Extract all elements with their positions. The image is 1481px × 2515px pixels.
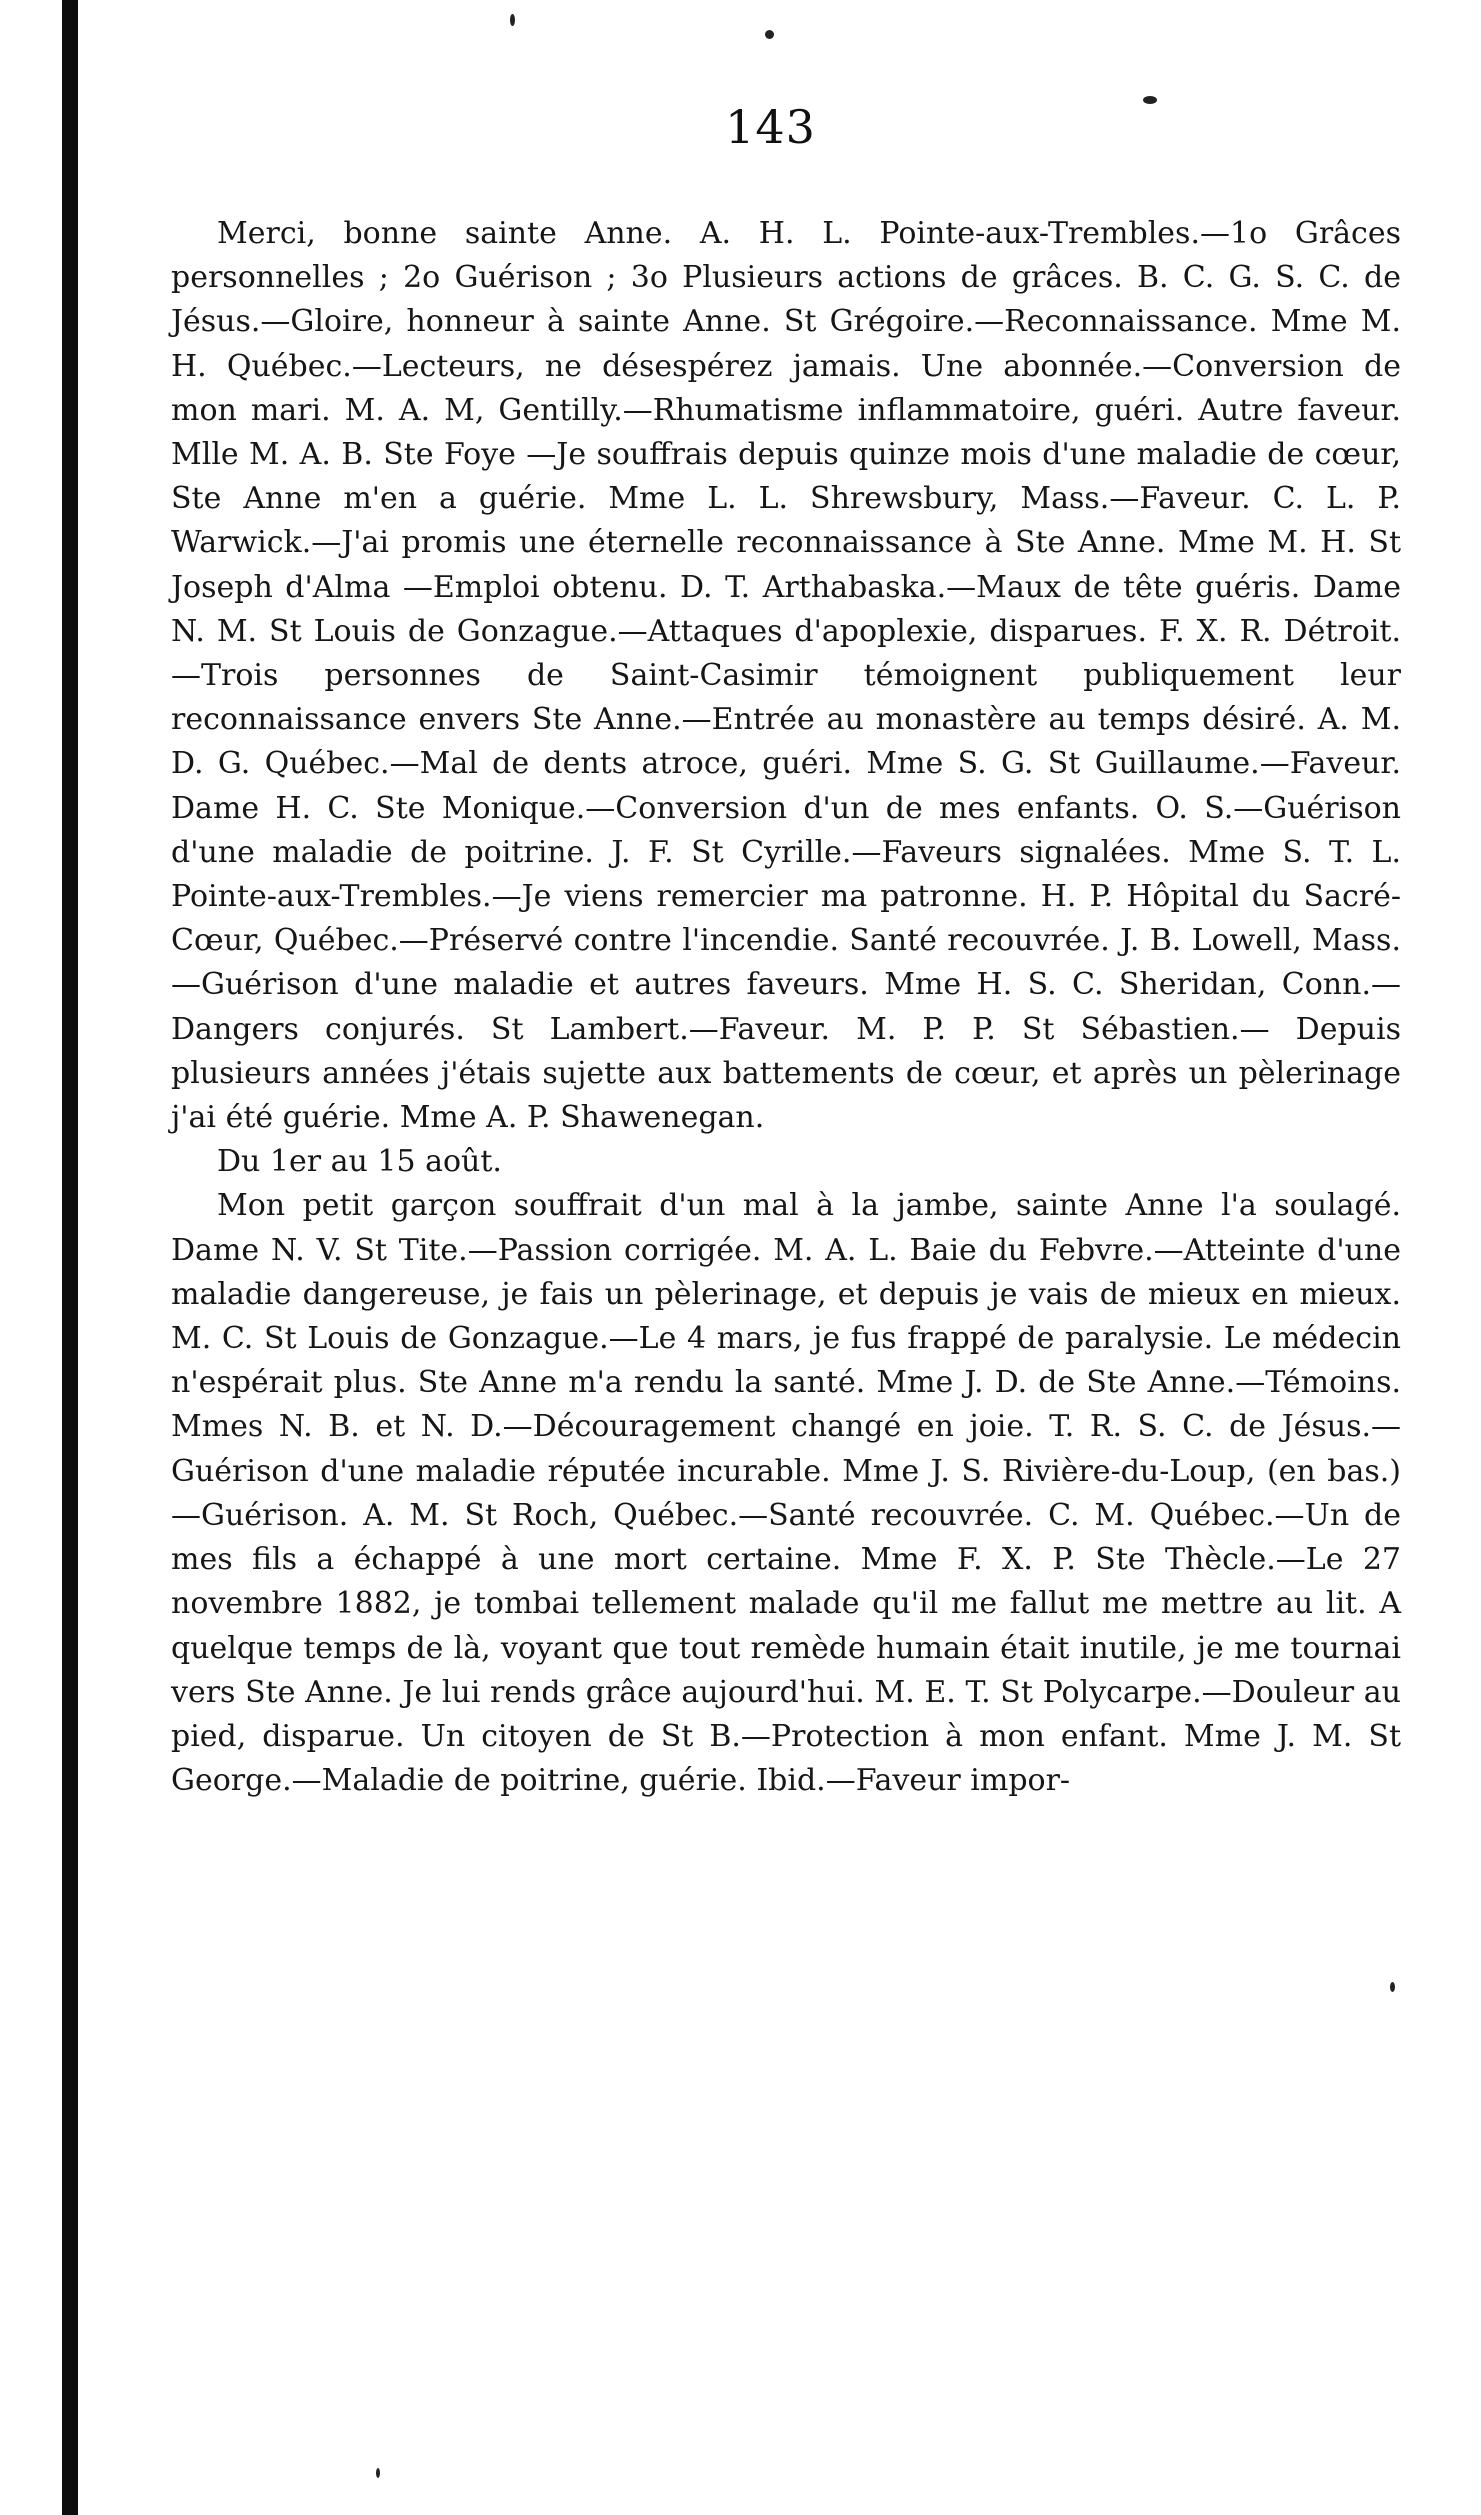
print-speck [376,2468,380,2478]
paragraph-thanks-list: Merci, bonne sainte Anne. A. H. L. Pointe-aux-Trembles.—1o Grâces personnelles ; 2o Guérison ; 3o Plusieurs actions de grâces. B. C. G. S. C. de Jésus.—Gloire, honneur à sainte Anne. St Grégoire.—Reconnaissance. Mme M. H. Québec.—Lecteurs, ne désespérez jamais. Une abonnée.—Conversion de mon mari. M. A. M, Gentilly.—Rhumatisme inflammatoire, guéri. Autre faveur. Mlle M. A. B. Ste Foye —Je souffrais depuis quinze mois d'une maladie de cœur, Ste Anne m'en a guérie. Mme L. L. Shrewsbury, Mass.—Faveur. C. L. P. Warwick.—J'ai promis une éternelle reconnaissance à Ste Anne. Mme M. H. St Joseph d'Alma —Emploi obtenu. D. T. Arthabaska.—Maux de tête guéris. Dame N. M. St Louis de Gonzague.—Attaques d'apoplexie, disparues. F. X. R. Détroit.—Trois personnes de Saint-Casimir témoignent publiquement leur reconnaissance envers Ste Anne.—Entrée au monastère au temps désiré. A. M. D. G. Québec.—Mal de dents atroce, guéri. Mme S. G. St Guillaume.—Faveur. Dame H. C. Ste Monique.—Conversion d'un de mes enfants. O. S.—Guérison d'une maladie de poitrine. J. F. St Cyrille.—Faveurs signalées. Mme S. T. L. Pointe-aux-Trembles.—Je viens remercier ma patronne. H. P. Hôpital du Sacré-Cœur, Québec.—Préservé contre l'incendie. Santé recouvrée. J. B. Lowell, Mass.—Guérison d'une maladie et autres faveurs. Mme H. S. C. Sheridan, Conn.—Dangers conjurés. St Lambert.—Faveur. M. P. P. St Sébastien.— Depuis plusieurs années j'étais sujette aux battements de cœur, et après un pèlerinage j'ai été guérie. Mme A. P. Shawenegan. [171,216,1401,1136]
paragraph-august-thanks: Mon petit garçon souffrait d'un mal à la jambe, sainte Anne l'a soulagé. Dame N. V. St Tite.—Passion corrigée. M. A. L. Baie du Febvre.—Atteinte d'une maladie dangereuse, je fais un pèlerinage, et depuis je vais de mieux en mieux. M. C. St Louis de Gonzague.—Le 4 mars, je fus frappé de paralysie. Le médecin n'espérait plus. Ste Anne m'a rendu la santé. Mme J. D. de Ste Anne.—Témoins. Mmes N. B. et N. D.—Découragement changé en joie. T. R. S. C. de Jésus.—Guérison d'une maladie réputée incurable. Mme J. S. Rivière-du-Loup, (en bas.)—Guérison. A. M. St Roch, Québec.—Santé recouvrée. C. M. Québec.—Un de mes fils a échappé à une mort certaine. Mme F. X. P. Ste Thècle.—Le 27 novembre 1882, je tombai tellement malade qu'il me fallut me mettre au lit. A quelque temps de là, voyant que tout remède humain était inutile, je me tournai vers Ste Anne. Je lui rends grâce aujourd'hui. M. E. T. St Polycarpe.—Douleur au pied, disparue. Un citoyen de St B.—Protection à mon enfant. Mme J. M. St George.—Maladie de poitrine, guérie. Ibid.—Faveur impor- [171,1188,1401,1799]
binding-edge [62,0,78,2515]
date-heading: Du 1er au 15 août. [217,1144,502,1180]
page-number: 143 [725,100,816,154]
print-speck [1390,1982,1395,1992]
print-speck [765,30,774,39]
page-body [171,212,1401,1803]
print-speck [510,14,515,26]
